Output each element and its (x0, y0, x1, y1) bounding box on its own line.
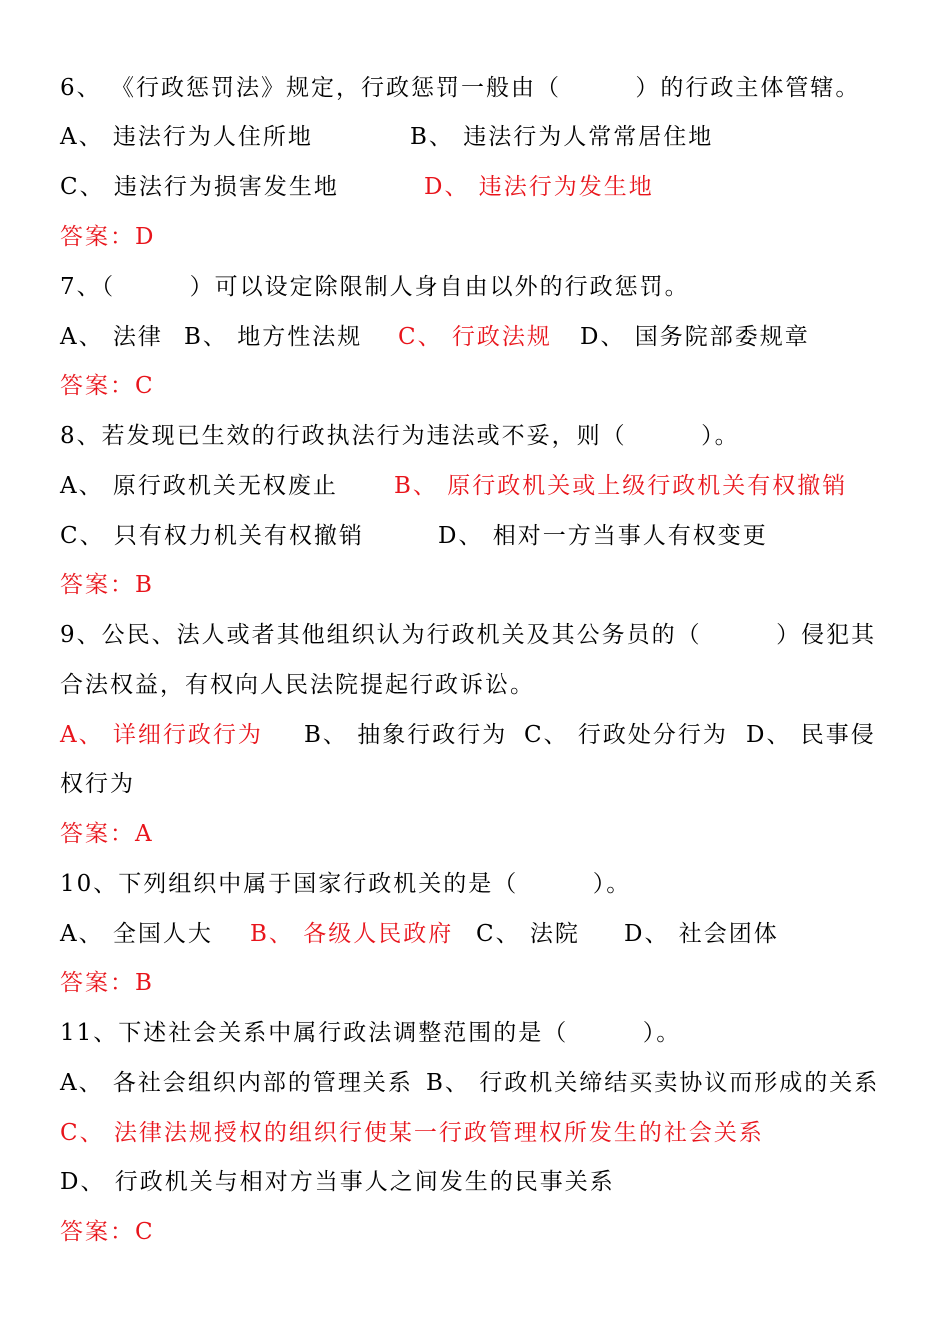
answer-text: 答案：D (60, 224, 156, 250)
option-a: A、 全国人大 (60, 921, 213, 947)
option-b-correct: B、 原行政机关或上级行政机关有权撤销 (394, 473, 848, 499)
option-c: C、 只有权力机关有权撤销 (60, 523, 364, 549)
answer-text: 答案：C (60, 373, 155, 399)
option-d-correct: D、 违法行为发生地 (424, 174, 654, 200)
option-b: B、 行政机关缔结买卖协议而形成的关系 (426, 1070, 880, 1096)
answer-text: 答案：B (60, 970, 154, 996)
answer-text: 答案：B (60, 572, 154, 598)
question-text-continued: 合法权益，有权向人民法院提起行政诉讼。 (60, 672, 535, 698)
option-a: A、 违法行为人住所地 (60, 124, 313, 150)
question-text: 10、下列组织中属于国家行政机关的是（ ）。 (60, 871, 632, 897)
answer-text: 答案：A (60, 821, 154, 847)
option-b: B、 地方性法规 (184, 324, 363, 350)
option-a: A、 法律 (60, 324, 163, 350)
question-text: 9、公民、法人或者其他组织认为行政机关及其公务员的（ ）侵犯其 (60, 622, 877, 648)
option-d: D、 国务院部委规章 (580, 324, 810, 350)
option-b: B、 抽象行政行为 (304, 722, 508, 748)
option-d: D、 社会团体 (624, 921, 779, 947)
question-text: 8、若发现已生效的行政执法行为违法或不妥，则（ ）。 (60, 423, 740, 449)
option-c: C、 行政处分行为 (524, 722, 728, 748)
option-c: C、 法院 (476, 921, 580, 947)
option-c: C、 违法行为损害发生地 (60, 174, 339, 200)
option-a: A、 各社会组织内部的管理关系 (60, 1070, 413, 1096)
option-d-continued: 权行为 (60, 771, 135, 797)
option-d: D、 相对一方当事人有权变更 (438, 523, 768, 549)
question-text: 6、 《行政惩罚法》规定，行政惩罚一般由（ ）的行政主体管辖。 (60, 75, 861, 101)
option-b: B、 违法行为人常常居住地 (410, 124, 714, 150)
option-a-correct: A、 详细行政行为 (60, 722, 263, 748)
question-text: 7、（ ）可以设定除限制人身自由以外的行政惩罚。 (60, 274, 690, 300)
option-d: D、 民事侵 (746, 722, 876, 748)
option-d: D、 行政机关与相对方当事人之间发生的民事关系 (60, 1169, 615, 1195)
answer-text: 答案：C (60, 1219, 155, 1245)
option-c-correct: C、 法律法规授权的组织行使某一行政管理权所发生的社会关系 (60, 1120, 764, 1146)
option-c-correct: C、 行政法规 (398, 324, 552, 350)
question-text: 11、下述社会关系中属行政法调整范围的是（ ）。 (60, 1020, 682, 1046)
option-b-correct: B、 各级人民政府 (250, 921, 454, 947)
option-a: A、 原行政机关无权废止 (60, 473, 338, 499)
